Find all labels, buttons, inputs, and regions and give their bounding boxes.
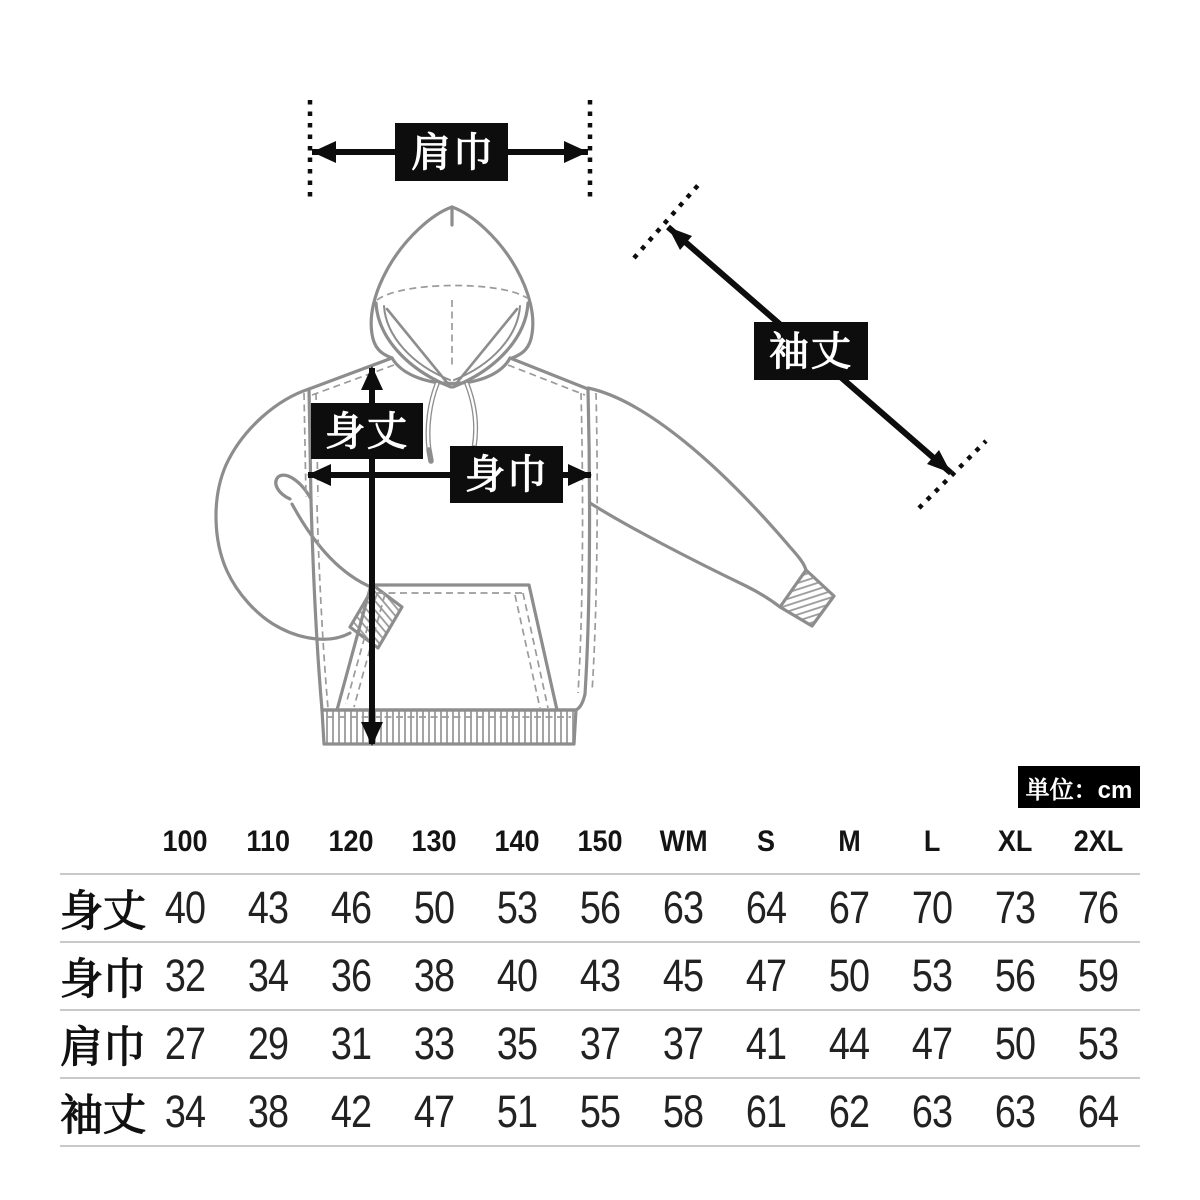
value-cell: 64 bbox=[1078, 1086, 1119, 1137]
right-cuff-rib bbox=[780, 570, 834, 626]
value-cell: 46 bbox=[331, 882, 372, 933]
table-row-sleeve-length bbox=[60, 1079, 1140, 1147]
value-cell: 59 bbox=[1078, 950, 1119, 1001]
left-sleeve-inner-edge bbox=[292, 504, 373, 588]
value-cell: 38 bbox=[248, 1086, 289, 1137]
col-header-140: 140 bbox=[494, 824, 541, 858]
unit-badge: 単位：cm bbox=[1018, 766, 1140, 808]
col-header-wm: WM bbox=[659, 824, 708, 858]
value-cell: 70 bbox=[912, 882, 953, 933]
value-cell: 76 bbox=[1078, 882, 1119, 933]
value-cell: 47 bbox=[912, 1018, 953, 1069]
value-cell: 42 bbox=[331, 1086, 372, 1137]
hood-outer-left bbox=[371, 207, 452, 358]
value-cell: 47 bbox=[414, 1086, 455, 1137]
value-cell: 61 bbox=[746, 1086, 787, 1137]
value-cell: 56 bbox=[580, 882, 621, 933]
right-sleeve-upper-edge bbox=[588, 388, 806, 570]
value-cell: 63 bbox=[663, 882, 704, 933]
left-body-seam bbox=[311, 500, 322, 710]
col-header-130: 130 bbox=[411, 824, 458, 858]
shoulder-width-annotation bbox=[310, 100, 590, 198]
value-cell: 55 bbox=[580, 1086, 621, 1137]
size-table-header-row bbox=[60, 810, 1140, 875]
col-header-m: M bbox=[838, 824, 861, 858]
value-cell: 64 bbox=[746, 882, 787, 933]
corner-cell bbox=[60, 810, 144, 873]
col-header-s: S bbox=[757, 824, 776, 858]
value-cell: 31 bbox=[331, 1018, 372, 1069]
row-label: 袖丈 bbox=[60, 1091, 146, 1140]
value-cell: 27 bbox=[165, 1018, 206, 1069]
body-width-label: 身巾 bbox=[465, 453, 549, 497]
value-cell: 45 bbox=[663, 950, 704, 1001]
table-row-body-width bbox=[60, 943, 1140, 1011]
value-cell: 40 bbox=[165, 882, 206, 933]
value-cell: 53 bbox=[1078, 1018, 1119, 1069]
col-header-100: 100 bbox=[162, 824, 209, 858]
value-cell: 51 bbox=[497, 1086, 538, 1137]
value-cell: 34 bbox=[165, 1086, 206, 1137]
left-armhole-seam bbox=[309, 389, 311, 500]
right-sleeve-lower-edge bbox=[590, 503, 780, 607]
col-header-150: 150 bbox=[577, 824, 624, 858]
value-cell: 62 bbox=[829, 1086, 870, 1137]
value-cell: 29 bbox=[248, 1018, 289, 1069]
arrowhead-right bbox=[564, 141, 588, 163]
col-header-120: 120 bbox=[328, 824, 375, 858]
value-cell: 37 bbox=[580, 1018, 621, 1069]
value-cell: 34 bbox=[248, 950, 289, 1001]
sleeve-length-annotation bbox=[634, 183, 986, 508]
value-cell: 53 bbox=[912, 950, 953, 1001]
col-header-xl: XL bbox=[998, 824, 1033, 858]
drawstring-aglet bbox=[429, 450, 431, 461]
size-table bbox=[60, 810, 1140, 1147]
col-header-2xl: 2XL bbox=[1073, 824, 1124, 858]
value-cell: 73 bbox=[995, 882, 1036, 933]
value-cell: 50 bbox=[414, 882, 455, 933]
value-cell: 37 bbox=[663, 1018, 704, 1069]
value-cell: 67 bbox=[829, 882, 870, 933]
hood-fold-right bbox=[455, 309, 517, 385]
hem-rib-band bbox=[322, 710, 576, 744]
value-cell: 50 bbox=[829, 950, 870, 1001]
value-cell: 43 bbox=[248, 882, 289, 933]
right-shoulder-seam bbox=[510, 358, 588, 389]
value-cell: 36 bbox=[331, 950, 372, 1001]
value-cell: 43 bbox=[580, 950, 621, 1001]
value-cell: 40 bbox=[497, 950, 538, 1001]
value-cell: 32 bbox=[165, 950, 206, 1001]
arrowhead-left bbox=[312, 141, 336, 163]
value-cell: 33 bbox=[414, 1018, 455, 1069]
row-label: 肩巾 bbox=[60, 1023, 146, 1072]
col-header-110: 110 bbox=[246, 824, 291, 858]
col-header-l: L bbox=[924, 824, 941, 858]
hood-fold-left bbox=[387, 309, 449, 385]
value-cell: 47 bbox=[746, 950, 787, 1001]
row-label: 身巾 bbox=[60, 955, 146, 1004]
value-cell: 50 bbox=[995, 1018, 1036, 1069]
hood-outer-right bbox=[452, 207, 533, 358]
value-cell: 44 bbox=[829, 1018, 870, 1069]
body-length-label: 身丈 bbox=[325, 410, 409, 454]
table-row-shoulder-width bbox=[60, 1011, 1140, 1079]
row-label: 身丈 bbox=[60, 887, 146, 936]
shoulder-width-label: 肩巾 bbox=[411, 131, 495, 175]
value-cell: 63 bbox=[995, 1086, 1036, 1137]
value-cell: 35 bbox=[497, 1018, 538, 1069]
table-row-body-length bbox=[60, 875, 1140, 943]
value-cell: 53 bbox=[497, 882, 538, 933]
value-cell: 58 bbox=[663, 1086, 704, 1137]
sleeve-length-label: 袖丈 bbox=[769, 330, 853, 374]
value-cell: 63 bbox=[912, 1086, 953, 1137]
value-cell: 56 bbox=[995, 950, 1036, 1001]
value-cell: 38 bbox=[414, 950, 455, 1001]
value-cell: 41 bbox=[746, 1018, 787, 1069]
